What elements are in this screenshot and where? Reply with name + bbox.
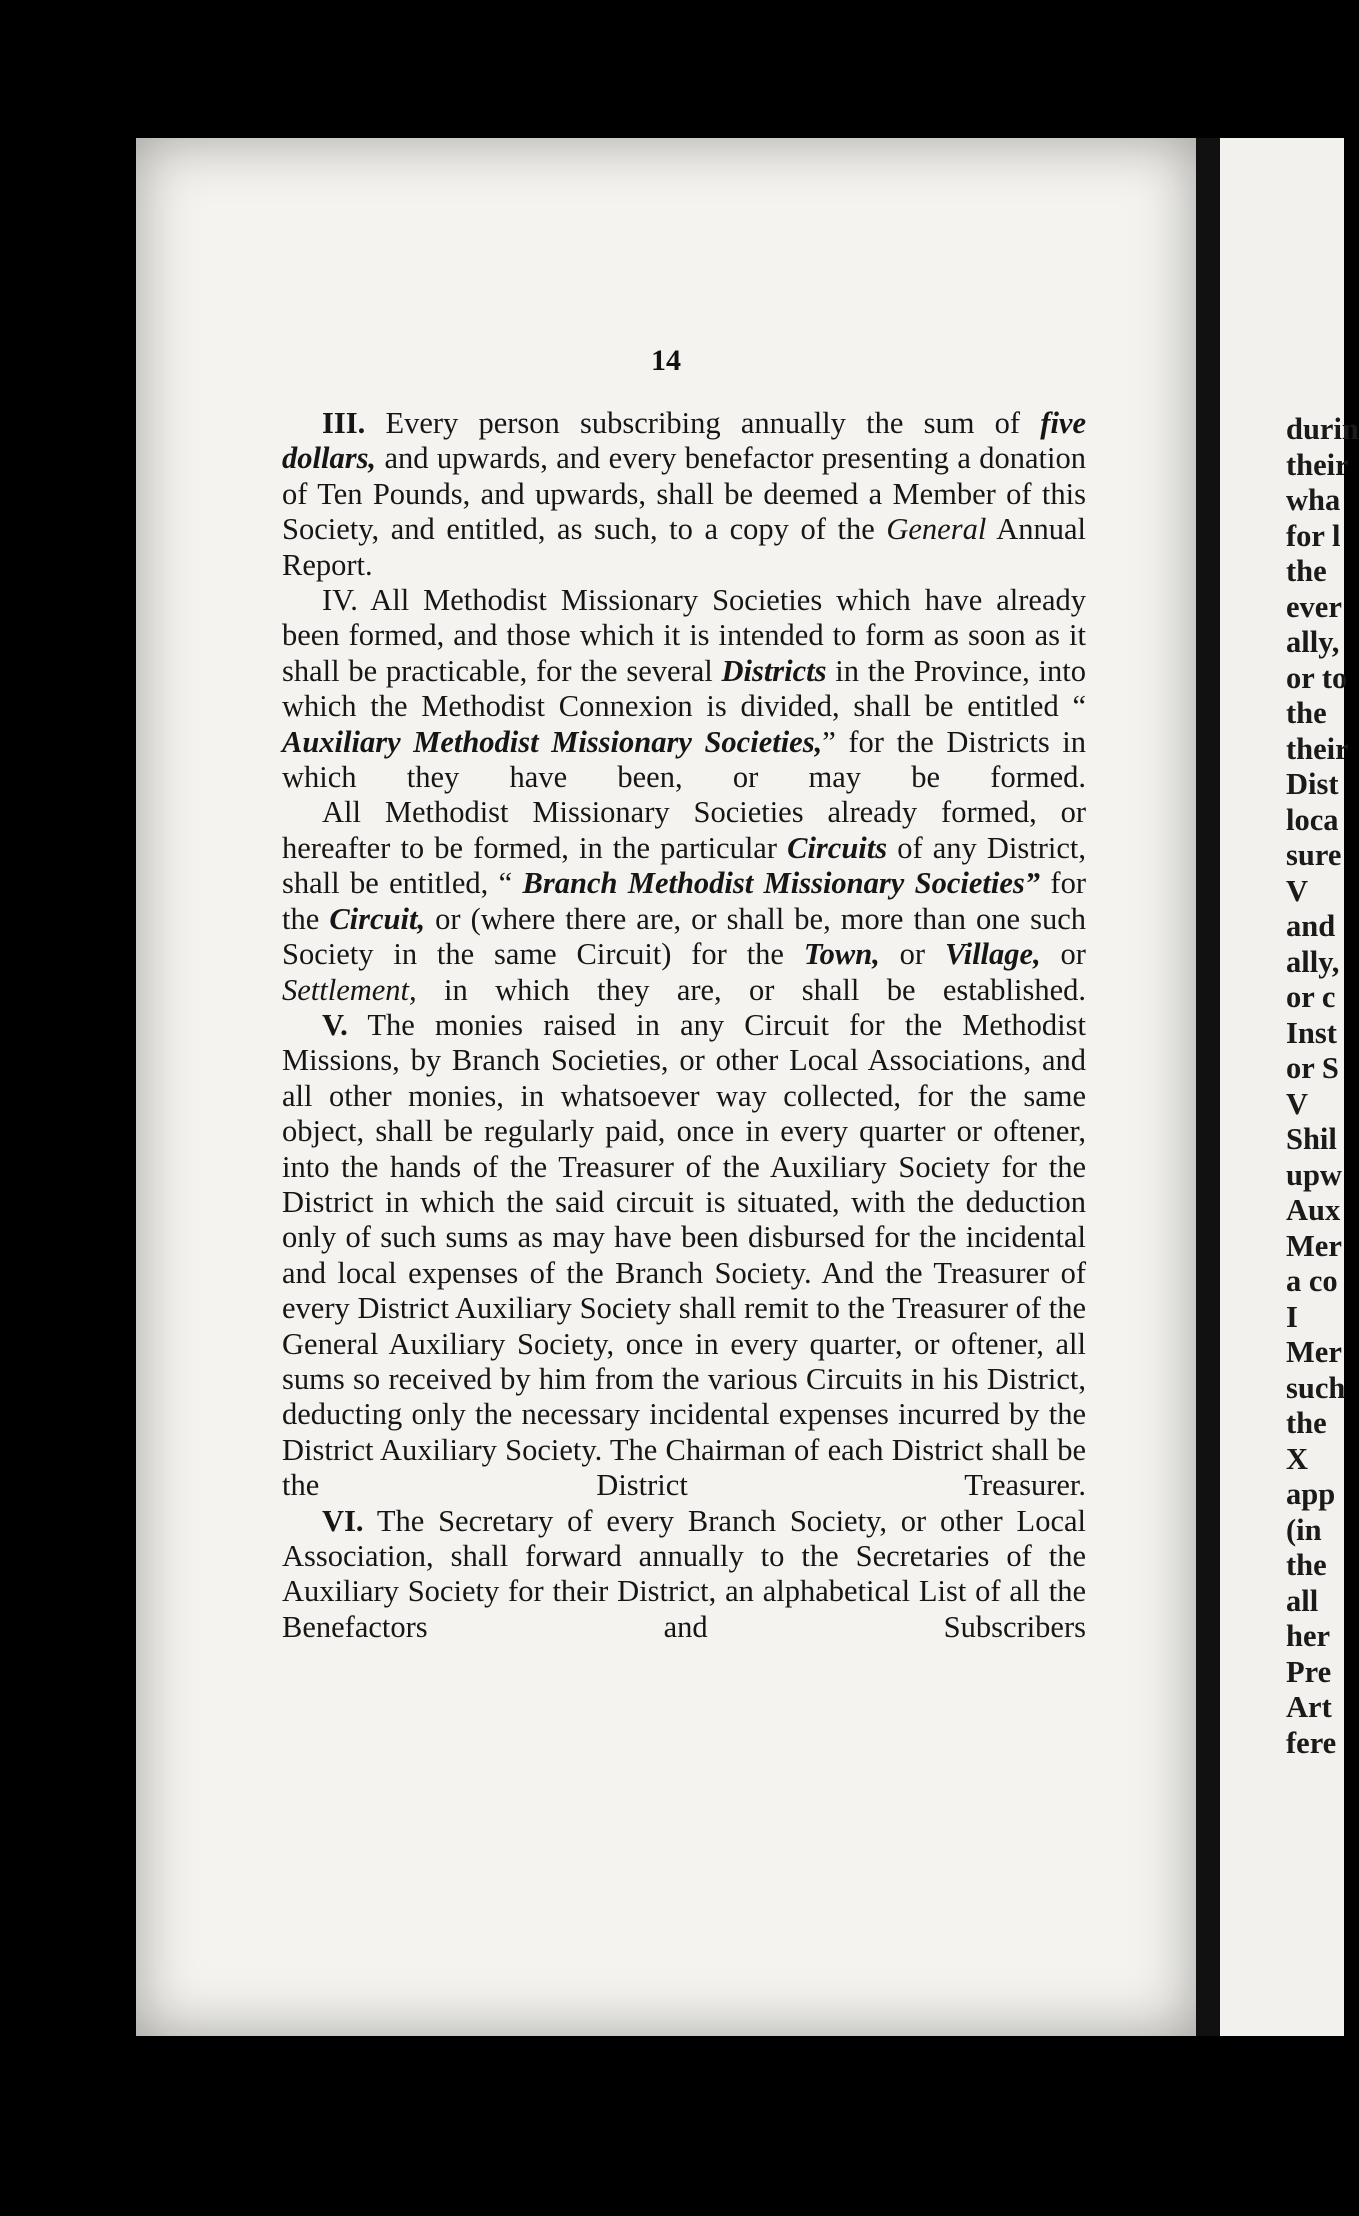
adjacent-line-fragment: the bbox=[1286, 1548, 1327, 1582]
article-numeral: IV. bbox=[322, 583, 358, 618]
adjacent-line-fragment: Inst bbox=[1286, 1015, 1337, 1050]
adjacent-line-fragment: the bbox=[1286, 554, 1327, 588]
adjacent-line-fragment: fere bbox=[1286, 1725, 1337, 1760]
article-iv-continued: All Methodist Missionary Societies already formed, or hereafter to be formed, in the particular Circuits of any District, shall be entitled, “ Branch Methodist Missionary Societies” for the Circuit, or (where there are, or shall be, more than one such Society in the same Circuit) for the Town, or Village, or Settlement, in which they are, or shall be established. bbox=[282, 795, 1086, 1007]
adjacent-line-fragment: Dist bbox=[1286, 767, 1339, 801]
adjacent-line-fragment: Shil bbox=[1286, 1122, 1337, 1156]
article-numeral: VI. bbox=[322, 1503, 364, 1538]
adjacent-line-fragment: and bbox=[1286, 909, 1336, 943]
article-text bbox=[282, 406, 1086, 1645]
adjacent-line-fragment: her bbox=[1286, 1619, 1331, 1653]
page-number: 14 bbox=[651, 344, 681, 377]
adjacent-line-fragment: the bbox=[1286, 1406, 1327, 1440]
adjacent-line-fragment: the bbox=[1286, 696, 1327, 730]
adjacent-line-fragment: upw bbox=[1286, 1157, 1342, 1192]
adjacent-line-fragment: (in bbox=[1286, 1512, 1322, 1547]
adjacent-line-fragment: wha bbox=[1286, 483, 1341, 517]
article-numeral: III. bbox=[322, 406, 366, 440]
adjacent-line-fragment: such bbox=[1286, 1370, 1346, 1405]
article-vi: VI. The Secretary of every Branch Society, or other Local Association, shall forward annually to the Secretaries of the Auxiliary Society for their District, an alphabetical List of all the Benefactors and Subscribers bbox=[282, 1503, 1086, 1644]
adjacent-line-fragment: their bbox=[1286, 731, 1349, 766]
book-gutter bbox=[1196, 138, 1220, 2036]
adjacent-line-fragment: for l bbox=[1286, 518, 1341, 553]
article-numeral: V. bbox=[322, 1007, 348, 1042]
adjacent-line-fragment: ally, bbox=[1286, 944, 1340, 979]
adjacent-line-fragment: all bbox=[1286, 1583, 1319, 1618]
article-v: V. The monies raised in any Circuit for the Methodist Missions, by Branch Societies, or other Local Associations, and all other monies, in whatsoever way collected, for the same object, shall be regularly paid, once in every quarter or oftener, into the hands of the Treasurer of the Auxiliary Society for the District in which the said circuit is situated, with the deduction only of such sums as may have been disbursed for the incidental and local expenses of the Branch Society. And the Treasurer of every District Auxiliary Society shall remit to the Treasurer of the General Auxiliary Society, once in every quarter, or oftener, all sums so received by him from the various Circuits in his District, deducting only the necessary incidental expenses incurred by the District Auxiliary Society. The Chairman of each District shall be the District Treasurer. bbox=[282, 1007, 1086, 1503]
adjacent-line-fragment: or c bbox=[1286, 980, 1336, 1014]
adjacent-line-fragment: their bbox=[1286, 447, 1349, 482]
adjacent-line-fragment: app bbox=[1286, 1477, 1336, 1511]
book-page bbox=[136, 138, 1196, 2036]
adjacent-line-fragment: Mer bbox=[1286, 1228, 1342, 1263]
article-iv: IV. All Methodist Missionary Societies which have already been formed, and those which it is intended to form as soon as it shall be practicable, for the several Districts in the Province, into which the Methodist Connexion is divided, shall be entitled “ Auxiliary Methodist Missionary Societies,” for the Districts in which they have been, or may be formed. bbox=[282, 583, 1086, 795]
adjacent-page-text bbox=[1286, 412, 1359, 1761]
adjacent-line-fragment: Mer bbox=[1286, 1335, 1342, 1369]
adjacent-line-fragment: a co bbox=[1286, 1264, 1338, 1298]
adjacent-line-fragment: V bbox=[1286, 1086, 1309, 1121]
adjacent-line-fragment: loca bbox=[1286, 802, 1339, 837]
adjacent-line-fragment: Aux bbox=[1286, 1193, 1341, 1227]
adjacent-line-fragment: durin bbox=[1286, 412, 1359, 446]
adjacent-line-fragment: or to bbox=[1286, 660, 1348, 695]
adjacent-line-fragment: or S bbox=[1286, 1051, 1339, 1085]
article-iii: III. Every person subscribing annually the sum of five dollars, and upwards, and every benefactor presenting a donation of Ten Pounds, and upwards, shall be deemed a Member of this Society, and entitled, as such, to a copy of the General Annual Report. bbox=[282, 406, 1086, 582]
adjacent-line-fragment: X bbox=[1286, 1441, 1309, 1476]
adjacent-line-fragment: I bbox=[1286, 1299, 1298, 1334]
adjacent-line-fragment: ever bbox=[1286, 589, 1342, 624]
adjacent-line-fragment: Pre bbox=[1286, 1654, 1332, 1689]
adjacent-line-fragment: sure bbox=[1286, 838, 1342, 872]
adjacent-page bbox=[1220, 138, 1359, 2036]
adjacent-line-fragment: V bbox=[1286, 873, 1309, 908]
adjacent-line-fragment: Art bbox=[1286, 1690, 1332, 1724]
adjacent-line-fragment: ally, bbox=[1286, 625, 1340, 659]
